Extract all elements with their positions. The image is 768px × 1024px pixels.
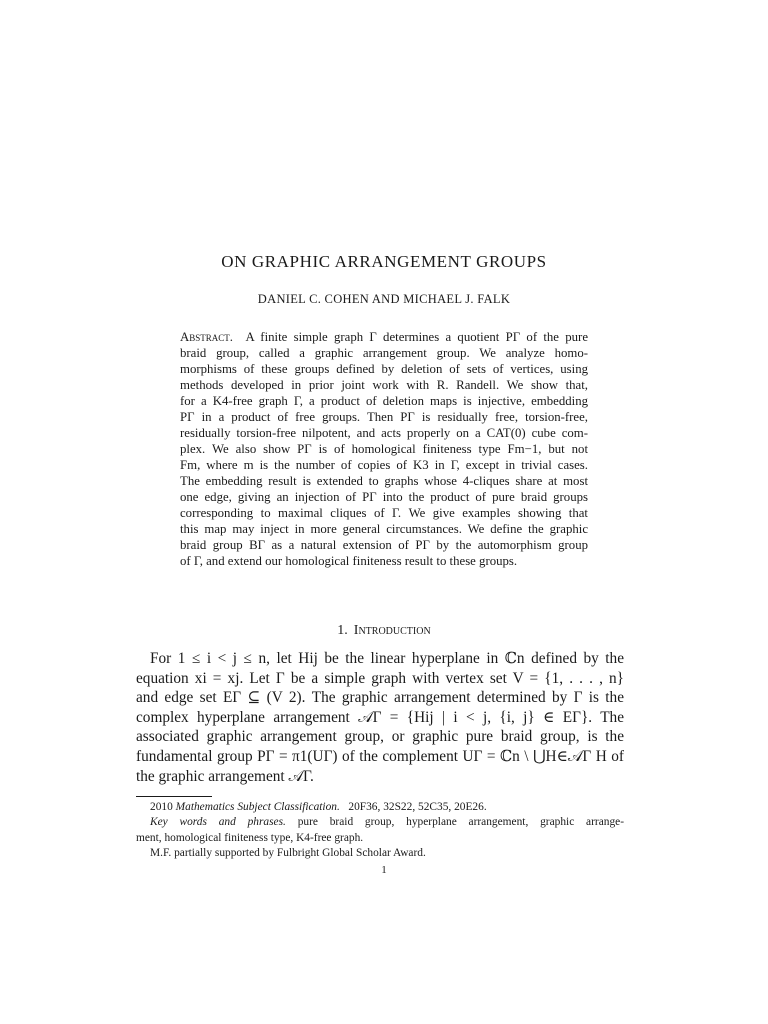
- abstract-line: for a K4-free graph Γ, a product of deletion maps is injective, embedding: [180, 394, 588, 408]
- intro-line: associated graphic arrangement group, or graphic pure braid group, is the: [136, 728, 624, 746]
- keywords-label: Key words and phrases.: [150, 816, 286, 829]
- page-number: 1: [381, 864, 387, 876]
- intro-line: equation xi = xj. Let Γ be a simple graph with vertex set V = {1, . . . , n}: [136, 669, 624, 687]
- msc-lead: 2010: [150, 801, 176, 813]
- abstract-line: one edge, giving an injection of PΓ into the product of pure braid groups: [180, 490, 588, 504]
- abstract-line: plex. We also show PΓ is of homological finiteness type Fm−1, but not: [180, 442, 588, 456]
- keywords-text: pure braid group, hyperplane arrangement, graphic arrange-: [297, 816, 624, 829]
- abstract-line: PΓ in a product of free groups. Then PΓ is residually free, torsion-free,: [180, 410, 588, 424]
- section-number: 1.: [337, 623, 348, 638]
- msc-codes: 20F36, 32S22, 52C35, 20E26.: [348, 801, 487, 813]
- abstract: [180, 329, 588, 569]
- section-heading: [0, 623, 768, 639]
- abstract-text: A finite simple graph Γ determines a quotient PΓ of the pure: [245, 330, 588, 344]
- footnote-rule: [136, 796, 212, 797]
- footnotes: [136, 800, 624, 862]
- abstract-line: Fm, where m is the number of copies of K3 in Γ, except in trivial cases.: [180, 458, 588, 472]
- paper-title: ON GRAPHIC ARRANGEMENT GROUPS: [221, 252, 547, 271]
- abstract-line: residually torsion-free nilpotent, and acts properly on a CAT(0) cube com-: [180, 426, 588, 440]
- intro-line: complex hyperplane arrangement 𝒜Γ = {Hij | i < j, {i, j} ∈ EΓ}. The: [136, 708, 624, 726]
- footnote-support: M.F. partially supported by Fulbright Global Scholar Award.: [150, 847, 426, 860]
- section-title: Introduction: [353, 623, 431, 638]
- abstract-line: The embedding result is extended to graphs whose 4-cliques share at most: [180, 474, 588, 488]
- intro-paragraph: [136, 649, 624, 786]
- abstract-line: morphisms of these groups defined by deletion of sets of vertices, using: [180, 362, 588, 376]
- paper-authors: DANIEL C. COHEN AND MICHAEL J. FALK: [257, 292, 511, 306]
- abstract-line: methods developed in prior joint work with R. Randell. We show that,: [180, 378, 588, 392]
- footnote-keywords: [136, 815, 624, 830]
- footnote-msc: [136, 800, 624, 815]
- intro-line: the graphic arrangement 𝒜Γ.: [136, 767, 314, 785]
- abstract-line: this map may inject in more general circumstances. We define the graphic: [180, 522, 588, 536]
- abstract-line: braid group, called a graphic arrangement group. We analyze homo-: [180, 346, 588, 360]
- intro-line: and edge set EΓ ⊆ (V 2). The graphic arrangement determined by Γ is the: [136, 689, 624, 707]
- intro-line: For 1 ≤ i < j ≤ n, let Hij be the linear hyperplane in ℂn defined by the: [150, 650, 624, 667]
- abstract-line: braid group BΓ as a natural extension of PΓ by the automorphism group: [180, 538, 588, 552]
- intro-line: fundamental group PΓ = π1(UΓ) of the complement UΓ = ℂn \ ⋃H∈𝒜Γ H of: [136, 747, 624, 765]
- abstract-label: Abstract.: [180, 330, 233, 344]
- abstract-line: of Γ, and extend our homological finiteness result to these groups.: [180, 554, 518, 568]
- footnote-keywords-cont: ment, homological finiteness type, K4-free graph.: [136, 831, 364, 844]
- msc-label: Mathematics Subject Classification.: [175, 801, 340, 813]
- abstract-line: [180, 329, 588, 345]
- abstract-line: corresponding to maximal cliques of Γ. We give examples showing that: [180, 506, 588, 520]
